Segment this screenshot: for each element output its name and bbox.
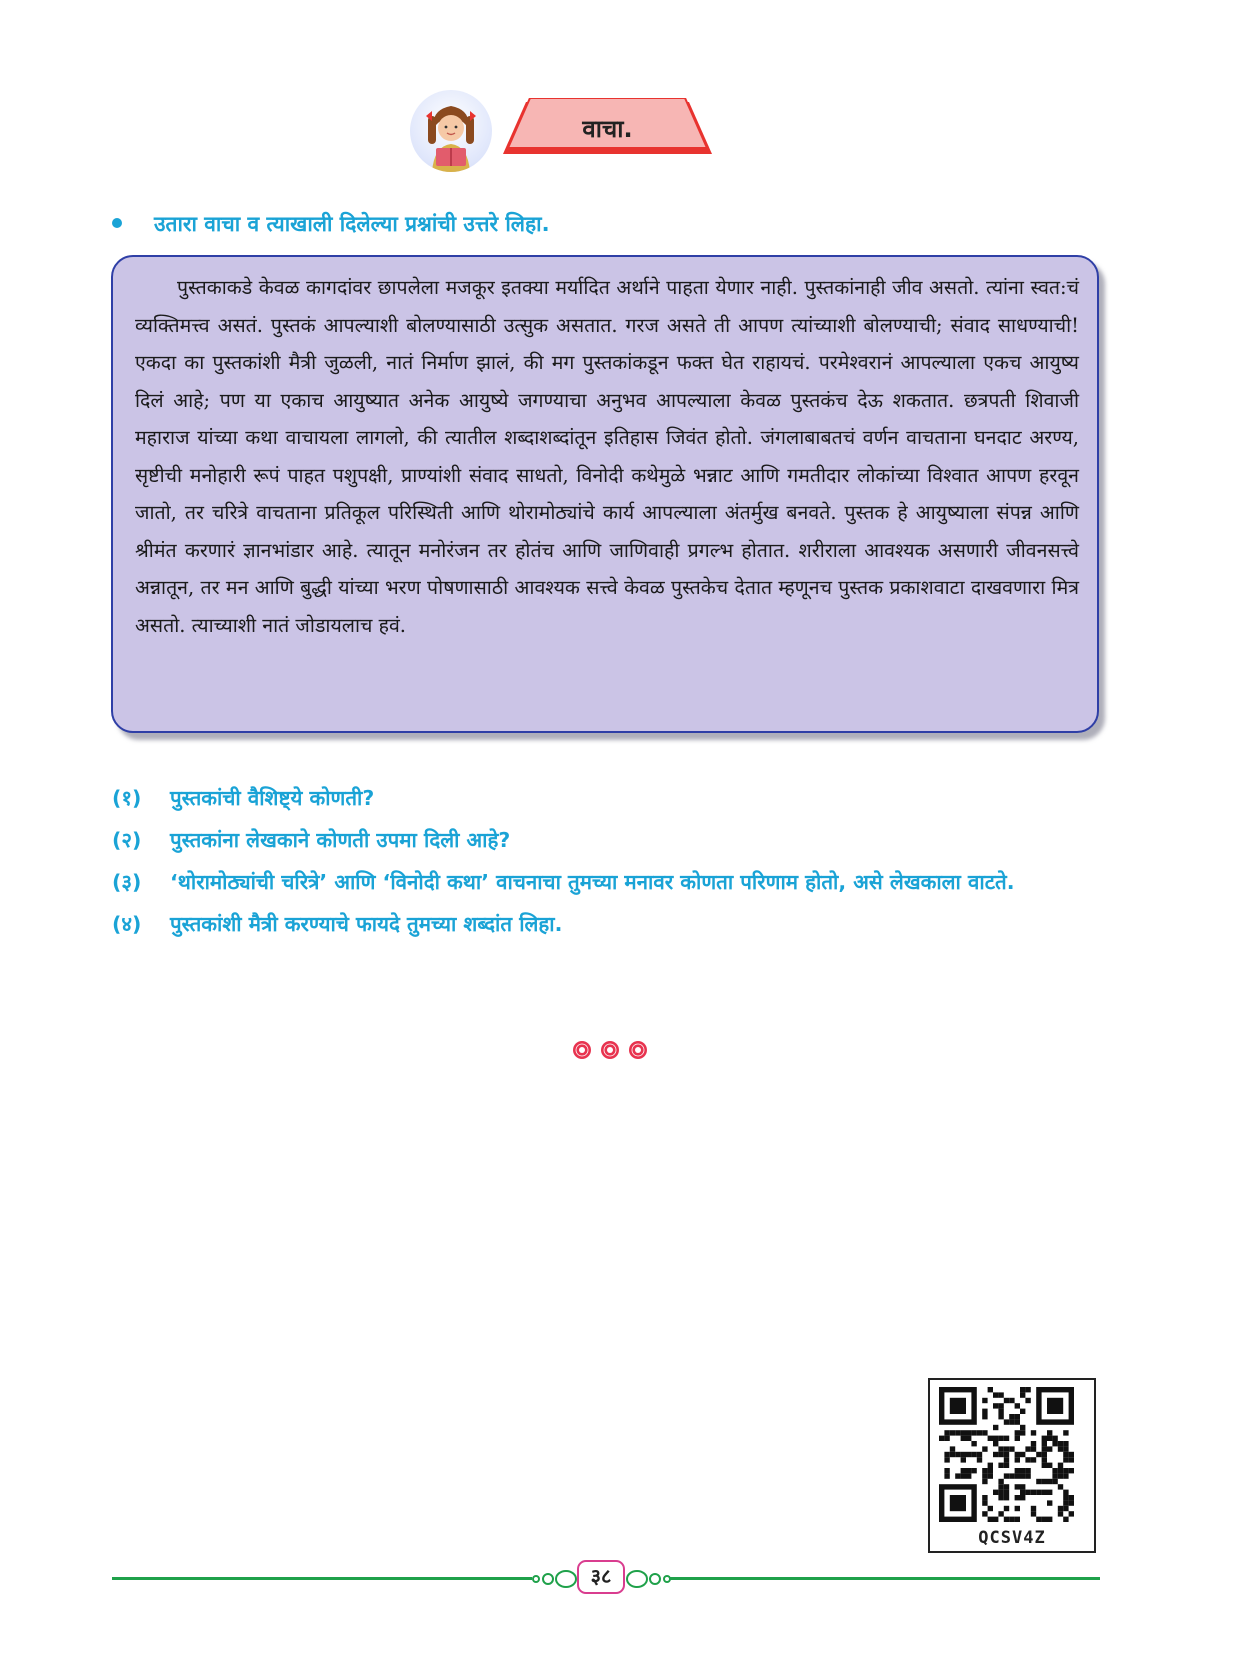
question-text: पुस्तकांशी मैत्री करण्याचे फायदे तुमच्या शब्दांत लिहा. bbox=[170, 912, 563, 936]
qr-code bbox=[928, 1378, 1096, 1553]
questions-list bbox=[112, 780, 1112, 948]
question-text: पुस्तकांना लेखकाने कोणती उपमा दिली आहे? bbox=[170, 828, 511, 852]
passage-box bbox=[111, 255, 1099, 733]
question-item bbox=[112, 780, 1112, 816]
question-number: (१) bbox=[112, 786, 142, 810]
question-item bbox=[112, 906, 1112, 942]
footer-line-left bbox=[112, 1577, 532, 1580]
qr-code-icon bbox=[939, 1387, 1087, 1523]
question-item bbox=[112, 822, 1112, 858]
question-number: (४) bbox=[112, 912, 142, 936]
footer-line-right bbox=[670, 1577, 1100, 1580]
instruction bbox=[112, 210, 1112, 238]
footer-ornament-icon bbox=[623, 1568, 673, 1590]
footer-ornament-icon bbox=[530, 1568, 580, 1590]
question-number: (२) bbox=[112, 828, 142, 852]
page-heading: वाचा. bbox=[582, 115, 633, 143]
question-item bbox=[112, 864, 1112, 900]
question-text: पुस्तकांची वैशिष्ट्ये कोणती? bbox=[170, 786, 375, 810]
girl-reading-illustration bbox=[410, 90, 492, 172]
passage-text: पुस्तकाकडे केवळ कागदांवर छापलेला मजकूर इतक्या मर्यादित अर्थाने पाहता येणार नाही. पुस्तकांनाही जीव असतो. त्यांना स्वत:चं व्यक्तिमत्त्व असतं. पुस्तकं आपल्याशी बोलण्यासाठी उत्सुक असतात. गरज असते ती आपण त्यांच्याशी बोलण्याची; संवाद साधण्याची! एकदा का पुस्तकांशी मैत्री जुळली, नातं निर्माण झालं, की मग पुस्तकांकडून फक्त घेत राहायचं. परमेश्वरानं आपल्याला एकच आयुष्य दिलं आहे; पण या एकाच आयुष्यात अनेक आयुष्ये जगण्याचा अनुभव आपल्याला केवळ पुस्तकंच देऊ शकतात. छत्रपती शिवाजी महाराज यांच्या कथा वाचायला लागलो, की त्यातील शब्दाशब्दांतून इतिहास जिवंत होतो. जंगलाबाबतचं वर्णन वाचताना घनदाट अरण्य, सृष्टीची मनोहारी रूपं पाहत पशुपक्षी, प्राण्यांशी संवाद साधतो, विनोदी कथेमुळे भन्नाट आणि गमतीदार लोकांच्या विश्वात आपण हरवून जातो, तर चरित्रे वाचताना प्रतिकूल परिस्थिती आणि थोरामोठ्यांचे कार्य आपल्याला अंतर्मुख बनवते. पुस्तक हे आयुष्याला संपन्न आणि श्रीमंत करणारं ज्ञानभांडार आहे. त्यातून मनोरंजन तर होतंच आणि जाणिवाही प्रगल्भ होतात. शरीराला आवश्यक असणारी जीवनसत्त्वे अन्नातून, तर मन आणि बुद्धी यांच्या भरण पोषणासाठी आवश्यक सत्त्वे केवळ पुस्तकेच देतात म्हणूनच पुस्तक प्रकाशवाटा दाखवणारा मित्र असतो. त्याच्याशी नातं जोडायलाच हवं. bbox=[135, 276, 1079, 637]
question-number: (३) bbox=[112, 870, 142, 894]
page-number: ३८ bbox=[577, 1560, 625, 1594]
flower-ornament-icon bbox=[570, 1038, 650, 1062]
question-text: ‘थोरामोठ्यांची चरित्रे’ आणि ‘विनोदी कथा’ वाचनाचा तुमच्या मनावर कोणता परिणाम होतो, असे लेखकाला वाटते. bbox=[170, 870, 1015, 894]
heading-badge bbox=[500, 98, 715, 162]
bullet-icon bbox=[112, 218, 122, 228]
instruction-text: उतारा वाचा व त्याखाली दिलेल्या प्रश्नांची उत्तरे लिहा. bbox=[154, 212, 550, 236]
qr-code-label: QCSV4Z bbox=[978, 1528, 1046, 1548]
